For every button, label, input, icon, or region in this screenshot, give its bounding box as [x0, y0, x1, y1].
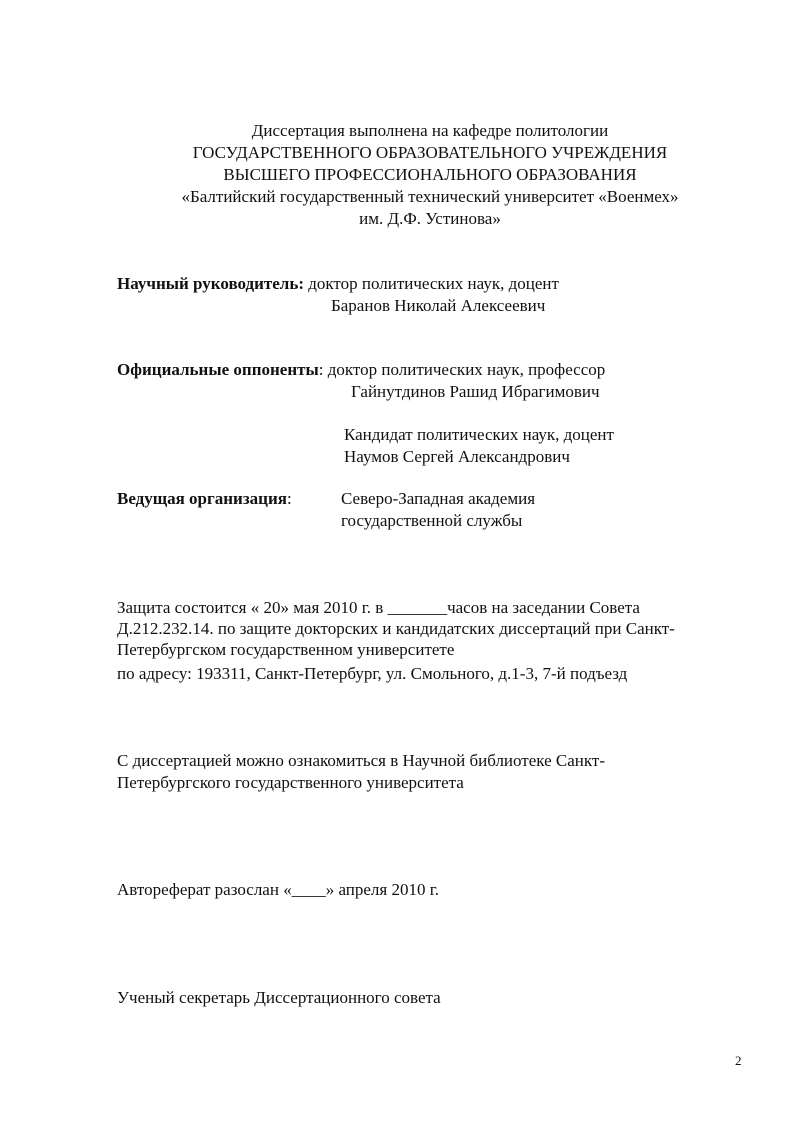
abstract-sent-line: Автореферат разослан «____» апреля 2010 г. — [117, 880, 440, 899]
secretary-line: Ученый секретарь Диссертационного совета — [117, 988, 441, 1007]
library-line-1: С диссертацией можно ознакомиться в Научной библиотеке Санкт- — [117, 751, 606, 770]
header-line-4: «Балтийский государственный технический университет «Военмех» — [181, 187, 679, 206]
header-line-5: им. Д.Ф. Устинова» — [359, 209, 501, 228]
defense-line-4: по адресу: 193311, Санкт-Петербург, ул. Смольного, д.1-3, 7-й подъезд — [117, 664, 628, 683]
supervisor-name: Баранов Николай Алексеевич — [331, 296, 546, 315]
supervisor-degree: доктор политических наук, доцент — [304, 274, 559, 293]
header-line-1: Диссертация выполнена на кафедре политологии — [251, 121, 609, 140]
defense-line-3: Петербургском государственном университете — [117, 640, 455, 659]
header-line-3: ВЫСШЕГО ПРОФЕССИОНАЛЬНОГО ОБРАЗОВАНИЯ — [223, 165, 637, 184]
opponents-label: Официальные оппоненты — [117, 360, 319, 379]
opponent-1-name: Гайнутдинов Рашид Ибрагимович — [351, 382, 600, 401]
defense-line-2: Д.212.232.14. по защите докторских и кандидатских диссертаций при Санкт- — [117, 619, 675, 638]
opponent-1-degree: доктор политических наук, профессор — [323, 360, 606, 379]
defense-line-1: Защита состоится « 20» мая 2010 г. в _______часов на заседании Совета — [117, 598, 640, 617]
opponent-2-name: Наумов Сергей Александрович — [344, 447, 570, 466]
header-line-2: ГОСУДАРСТВЕННОГО ОБРАЗОВАТЕЛЬНОГО УЧРЕЖДЕНИЯ — [192, 143, 668, 162]
leading-org-label: Ведущая организация — [117, 489, 287, 508]
leading-org-colon: : — [286, 489, 292, 508]
page-number: 2 — [735, 1053, 742, 1068]
opponents-line — [117, 360, 605, 380]
supervisor-line — [117, 274, 559, 294]
leading-org-line-1: Северо-Западная академия — [341, 489, 536, 508]
supervisor-label: Научный руководитель: — [117, 274, 304, 293]
opponents-colon: : — [318, 360, 324, 379]
opponent-2-degree: Кандидат политических наук, доцент — [344, 425, 614, 444]
library-line-2: Петербургского государственного университета — [117, 773, 464, 792]
leading-org-line-2: государственной службы — [341, 511, 523, 530]
leading-org-label-line — [117, 489, 292, 509]
